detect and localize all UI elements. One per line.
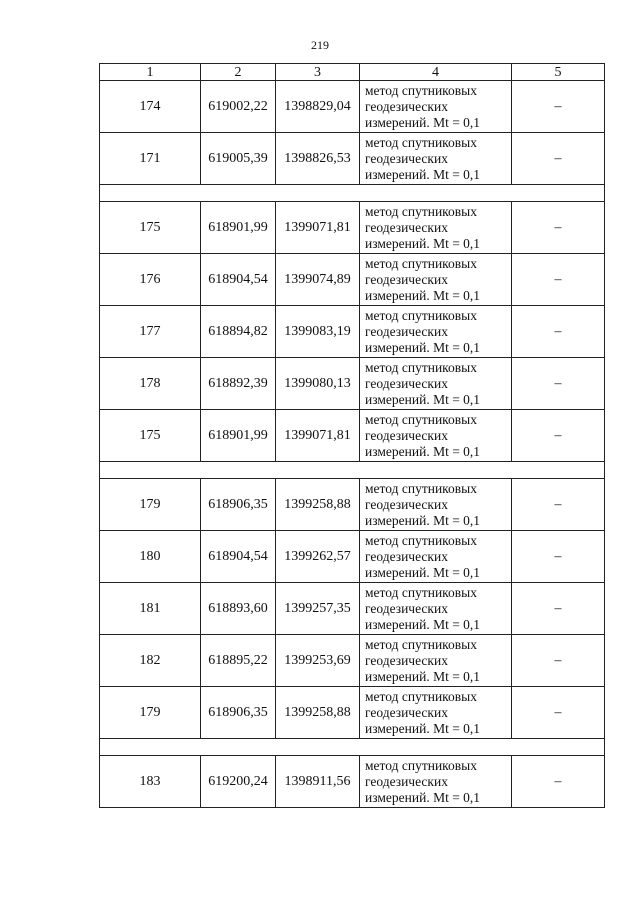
group-separator-row — [100, 739, 605, 756]
note-cell: – — [512, 306, 605, 358]
note-cell: – — [512, 254, 605, 306]
table-row — [100, 479, 605, 531]
y-coordinate-cell: 1399262,57 — [276, 531, 360, 583]
note-cell: – — [512, 756, 605, 808]
method-cell: метод спутниковых геодезических измерений. Mt = 0,1 — [360, 133, 512, 185]
note-cell: – — [512, 358, 605, 410]
note-cell: – — [512, 133, 605, 185]
table-row — [100, 306, 605, 358]
x-coordinate-cell: 619002,22 — [201, 81, 276, 133]
header-col-5: 5 — [512, 64, 605, 81]
point-number-cell: 171 — [100, 133, 201, 185]
y-coordinate-cell: 1399257,35 — [276, 583, 360, 635]
x-coordinate-cell: 618894,82 — [201, 306, 276, 358]
note-cell: – — [512, 410, 605, 462]
note-cell: – — [512, 81, 605, 133]
method-cell: метод спутниковых геодезических измерений. Mt = 0,1 — [360, 479, 512, 531]
point-number-cell: 181 — [100, 583, 201, 635]
y-coordinate-cell: 1398826,53 — [276, 133, 360, 185]
y-coordinate-cell: 1398829,04 — [276, 81, 360, 133]
method-cell: метод спутниковых геодезических измерений. Mt = 0,1 — [360, 306, 512, 358]
x-coordinate-cell: 618901,99 — [201, 202, 276, 254]
note-cell: – — [512, 479, 605, 531]
table-row — [100, 358, 605, 410]
method-cell: метод спутниковых геодезических измерений. Mt = 0,1 — [360, 202, 512, 254]
page-number: 219 — [311, 38, 329, 52]
x-coordinate-cell: 618904,54 — [201, 531, 276, 583]
table-row — [100, 531, 605, 583]
header-col-1: 1 — [100, 64, 201, 81]
y-coordinate-cell: 1399071,81 — [276, 410, 360, 462]
y-coordinate-cell: 1398911,56 — [276, 756, 360, 808]
x-coordinate-cell: 618906,35 — [201, 479, 276, 531]
x-coordinate-cell: 619005,39 — [201, 133, 276, 185]
y-coordinate-cell: 1399253,69 — [276, 635, 360, 687]
separator-cell — [100, 462, 605, 479]
header-col-2: 2 — [201, 64, 276, 81]
point-number-cell: 183 — [100, 756, 201, 808]
header-col-4: 4 — [360, 64, 512, 81]
x-coordinate-cell: 618901,99 — [201, 410, 276, 462]
y-coordinate-cell: 1399258,88 — [276, 479, 360, 531]
table-row — [100, 635, 605, 687]
separator-cell — [100, 739, 605, 756]
group-separator-row — [100, 185, 605, 202]
method-cell: метод спутниковых геодезических измерений. Mt = 0,1 — [360, 254, 512, 306]
x-coordinate-cell: 618895,22 — [201, 635, 276, 687]
header-col-3: 3 — [276, 64, 360, 81]
table-row — [100, 133, 605, 185]
point-number-cell: 174 — [100, 81, 201, 133]
x-coordinate-cell: 618906,35 — [201, 687, 276, 739]
coordinates-table-body — [100, 64, 605, 808]
y-coordinate-cell: 1399258,88 — [276, 687, 360, 739]
header-row — [100, 64, 605, 81]
table-row — [100, 81, 605, 133]
x-coordinate-cell: 618904,54 — [201, 254, 276, 306]
method-cell: метод спутниковых геодезических измерений. Mt = 0,1 — [360, 358, 512, 410]
note-cell: – — [512, 635, 605, 687]
x-coordinate-cell: 619200,24 — [201, 756, 276, 808]
y-coordinate-cell: 1399071,81 — [276, 202, 360, 254]
point-number-cell: 176 — [100, 254, 201, 306]
table-row — [100, 202, 605, 254]
method-cell: метод спутниковых геодезических измерений. Mt = 0,1 — [360, 410, 512, 462]
note-cell: – — [512, 202, 605, 254]
point-number-cell: 175 — [100, 410, 201, 462]
point-number-cell: 179 — [100, 687, 201, 739]
separator-cell — [100, 185, 605, 202]
coordinates-table — [99, 63, 605, 808]
note-cell: – — [512, 531, 605, 583]
method-cell: метод спутниковых геодезических измерений. Mt = 0,1 — [360, 531, 512, 583]
table-row — [100, 410, 605, 462]
note-cell: – — [512, 687, 605, 739]
y-coordinate-cell: 1399074,89 — [276, 254, 360, 306]
x-coordinate-cell: 618893,60 — [201, 583, 276, 635]
group-separator-row — [100, 462, 605, 479]
table-row — [100, 687, 605, 739]
table-row — [100, 254, 605, 306]
point-number-cell: 180 — [100, 531, 201, 583]
note-cell: – — [512, 583, 605, 635]
point-number-cell: 175 — [100, 202, 201, 254]
method-cell: метод спутниковых геодезических измерений. Mt = 0,1 — [360, 583, 512, 635]
point-number-cell: 179 — [100, 479, 201, 531]
method-cell: метод спутниковых геодезических измерений. Mt = 0,1 — [360, 756, 512, 808]
table-row — [100, 756, 605, 808]
method-cell: метод спутниковых геодезических измерений. Mt = 0,1 — [360, 81, 512, 133]
method-cell: метод спутниковых геодезических измерений. Mt = 0,1 — [360, 635, 512, 687]
x-coordinate-cell: 618892,39 — [201, 358, 276, 410]
y-coordinate-cell: 1399080,13 — [276, 358, 360, 410]
table-row — [100, 583, 605, 635]
point-number-cell: 178 — [100, 358, 201, 410]
point-number-cell: 182 — [100, 635, 201, 687]
point-number-cell: 177 — [100, 306, 201, 358]
y-coordinate-cell: 1399083,19 — [276, 306, 360, 358]
method-cell: метод спутниковых геодезических измерений. Mt = 0,1 — [360, 687, 512, 739]
